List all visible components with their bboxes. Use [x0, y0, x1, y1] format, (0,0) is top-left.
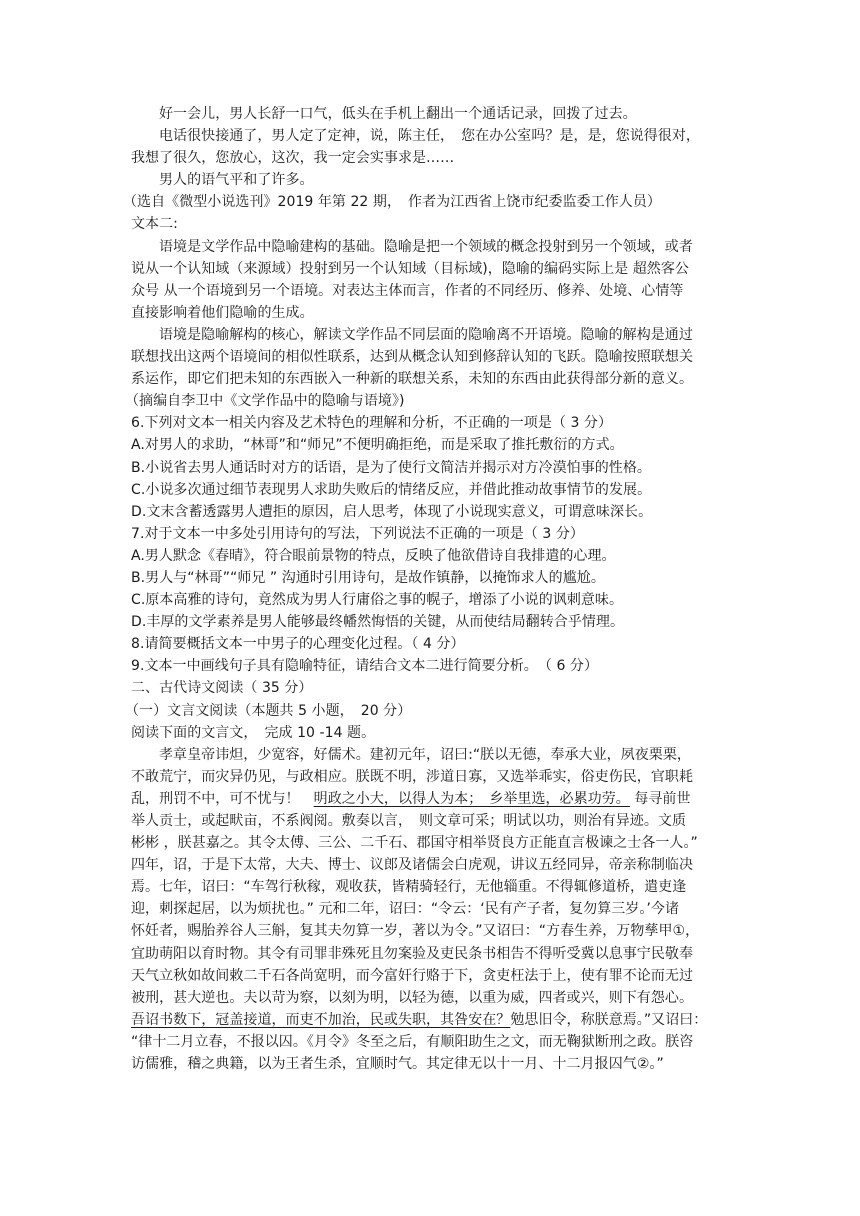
- classical-line-5: 彬彬 ，朕甚嘉之。其令太傅、三公、二千石、郡国守相举贤良方正能直言极谏之士各一人。”: [131, 835, 698, 852]
- question-7-option-a: A.男人默念《春晴》，符合眼前景物的特点，反映了他欲借诗自我排遣的心理。: [131, 547, 616, 564]
- text1-para-2-line-2: 我想了很久，您放心，这次，我一定会实事求是……: [131, 150, 455, 167]
- text2-source: （摘编自李卫中《文学作品中的隐喻与语境》): [125, 393, 405, 410]
- footnote-marker-2: ②: [636, 1056, 650, 1073]
- text1-para-3: 男人的语气平和了许多。: [159, 172, 314, 189]
- question-9: 9.文本一中画线句子具有隐喻特征，请结合文本二进行简要分析。 （ 6 分）: [131, 658, 599, 675]
- text2-label: 文本二:: [131, 216, 178, 233]
- section-2-title: 二、古代诗文阅读（ 35 分）: [131, 680, 313, 697]
- text2-para-1-line-4: 直接影响着他们隐喻的生成。: [131, 304, 314, 321]
- classical-line-4: 举人贡士，或起畎亩，不系阀阅。敷奏以言， 则文章可采；明试以功，则治有异迹。文质: [131, 813, 686, 829]
- text2-para-1-line-2: 说从一个认知域（来源域）投射到另一个认知域（目标域)，隐喻的编码实际上是 超然客公: [131, 260, 689, 277]
- question-7-option-d: D.丰厚的文学素养是男人能够最终幡然悔悟的关键，从而使结局翻转合乎情理。: [131, 614, 625, 631]
- question-7-option-b: B.男人与“林哥”“师兄 ” 沟通时引用诗句，是故作镇静，以掩饰求人的尴尬。: [131, 569, 605, 586]
- question-6-option-c: C.小说多次通过细节表现男人求助失败后的情绪反应，并借此推动故事情节的发展。: [131, 481, 652, 498]
- classical-line-12: 被刑，甚大逆也。夫以苛为察，以刻为明，以轻为德，以重为威，四者或兴，则下有怨心。: [131, 989, 693, 1006]
- text2-para-2-line-3: 系运作，即它们把未知的东西嵌入一种新的联想关系，未知的东西由此获得部分新的意义。: [131, 371, 693, 388]
- classical-line-11: 天气立秋如故间敕二千石各尚宽明，而今富奸行赂于下，贪吏枉法于上，使有罪不论而无过: [131, 967, 693, 984]
- text1-para-1: 好一会儿，男人长舒一口气，低头在手机上翻出一个通话记录，回拨了过去。: [159, 106, 637, 122]
- question-6-stem: 6.下列对文本一相关内容及艺术特色的理解和分析，不正确的一项是（ 3 分）: [131, 415, 613, 432]
- underlined-sentence-1: 明政之小大，以得人为本； 乡举里选，必累功劳。: [313, 790, 630, 807]
- classical-line-15-text: 访儒雅，稽之典籍，以为王者生杀，宜顺时气。其定律无以十一月、十二月报囚气: [131, 1056, 637, 1073]
- text2-para-1-line-3: 众号 从一个语境到另一个语境。对表达主体而言，作者的不同经历、修养、处境、心情等: [131, 282, 684, 299]
- text2-para-2-line-2: 联想找出这两个语境间的相似性联系，达到从概念认知到修辞认知的飞跃。隐喻按照联想关: [131, 349, 693, 366]
- classical-line-9: [131, 920, 731, 942]
- classical-line-9-text-b: ，: [685, 923, 700, 940]
- section-2-instruction: 阅读下面的文言文， 完成 10 -14 题。: [131, 724, 376, 741]
- classical-line-3-text-a: 乱，刑罚不中，可不忧与！: [131, 790, 314, 807]
- classical-line-8: 迎，刺探起居，以为烦扰也。” 元和二年，诏曰：“令云：‘民有产子者，复勿算三岁。’今诸: [131, 901, 680, 918]
- document-page: [123, 103, 731, 1075]
- text2-para-2-line-1: 语境是隐喻解构的核心，解读文学作品不同层面的隐喻离不开语境。隐喻的解构是通过: [159, 326, 693, 343]
- classical-line-6: 四年，诏，于是下太常，大夫、博士、议郎及诸儒会白虎观，讲议五经同异，帝亲称制临决: [131, 857, 693, 874]
- question-8: 8.请简要概括文本一中男子的心理变化过程。（ 4 分）: [131, 636, 465, 653]
- section-2-subtitle: （一）文言文阅读（本题共 5 小题， 20 分）: [125, 702, 412, 719]
- text1-para-2-line-1: 电话很快接通了，男人定了定神，说，陈主任， 您在办公室吗？是，是，您说得很对，: [159, 128, 700, 145]
- footnote-marker-1: ①: [672, 923, 686, 940]
- question-7-option-c: C.原本高雅的诗句，竟然成为男人行庸俗之事的幌子，增添了小说的讽刺意味。: [131, 592, 624, 609]
- classical-line-15: [131, 1053, 731, 1075]
- classical-line-14: “律十二月立春，不报以囚。《月令》冬至之后，有顺阳助生之文，而无鞠狱断刑之政。朕咨: [131, 1033, 694, 1050]
- classical-line-13-text-b: 勉思旧令，称朕意焉。”又诏曰：: [510, 1011, 708, 1028]
- question-6-option-d: D.文末含蓄透露男人遭拒的原因，启人思考，体现了小说现实意义，可谓意味深长。: [131, 503, 653, 520]
- question-6-option-a: A.对男人的求助，“林哥”和“师兄”不便明确拒绝，而是采取了推托敷衍的方式。: [131, 437, 624, 454]
- text1-source: （选自《微型小说选刊》2019 年第 22 期， 作者为江西省上饶市纪委监委工作人员）: [123, 194, 661, 211]
- question-7-stem: 7.对于文本一中多处引用诗句的写法，下列说法不正确的一项是（ 3 分）: [131, 525, 584, 542]
- classical-line-7: 焉。七年，诏曰：“车驾行秋稼，观收获，皆精骑轻行，无他辎重。不得辄修道桥，遣吏逢: [131, 879, 687, 896]
- classical-line-9-text: 怀妊者，赐胎养谷人三斛，复其夫勿算一岁，著以为令。”又诏曰：“方春生养，万物孳甲: [131, 923, 673, 940]
- classical-line-15-text-b: 。”: [649, 1056, 664, 1073]
- classical-line-2: 不敢荒宁，而灾异仍见，与政相应。朕既不明，涉道日寡，又选举乖实，俗吏伤民，官职耗: [131, 768, 693, 785]
- classical-line-3-text-b: 每寻前世: [629, 790, 691, 807]
- text2-para-1-line-1: 语境是文学作品中隐喻建构的基础。隐喻是把一个领域的概念投射到另一个领域，或者: [159, 238, 693, 255]
- classical-line-13: [131, 1009, 731, 1031]
- underlined-sentence-2: 吾诏书数下，冠盖接道，而吏不加治，民或失职，其咎安在？: [131, 1011, 511, 1028]
- question-6-option-b: B.小说省去男人通话时对方的话语，是为了使行文简洁并揭示对方冷漠怕事的性格。: [131, 459, 651, 476]
- classical-line-1: 孝章皇帝讳炟，少宽容，好儒术。建初元年，诏曰:“朕以无德，奉承大业，夙夜栗栗，: [159, 746, 691, 763]
- classical-line-10: 宜助萌阳以育时物。其令有司罪非殊死且勿案验及吏民条书相告不得听受冀以息事宁民敬奉: [131, 945, 693, 962]
- classical-line-3: [131, 788, 731, 810]
